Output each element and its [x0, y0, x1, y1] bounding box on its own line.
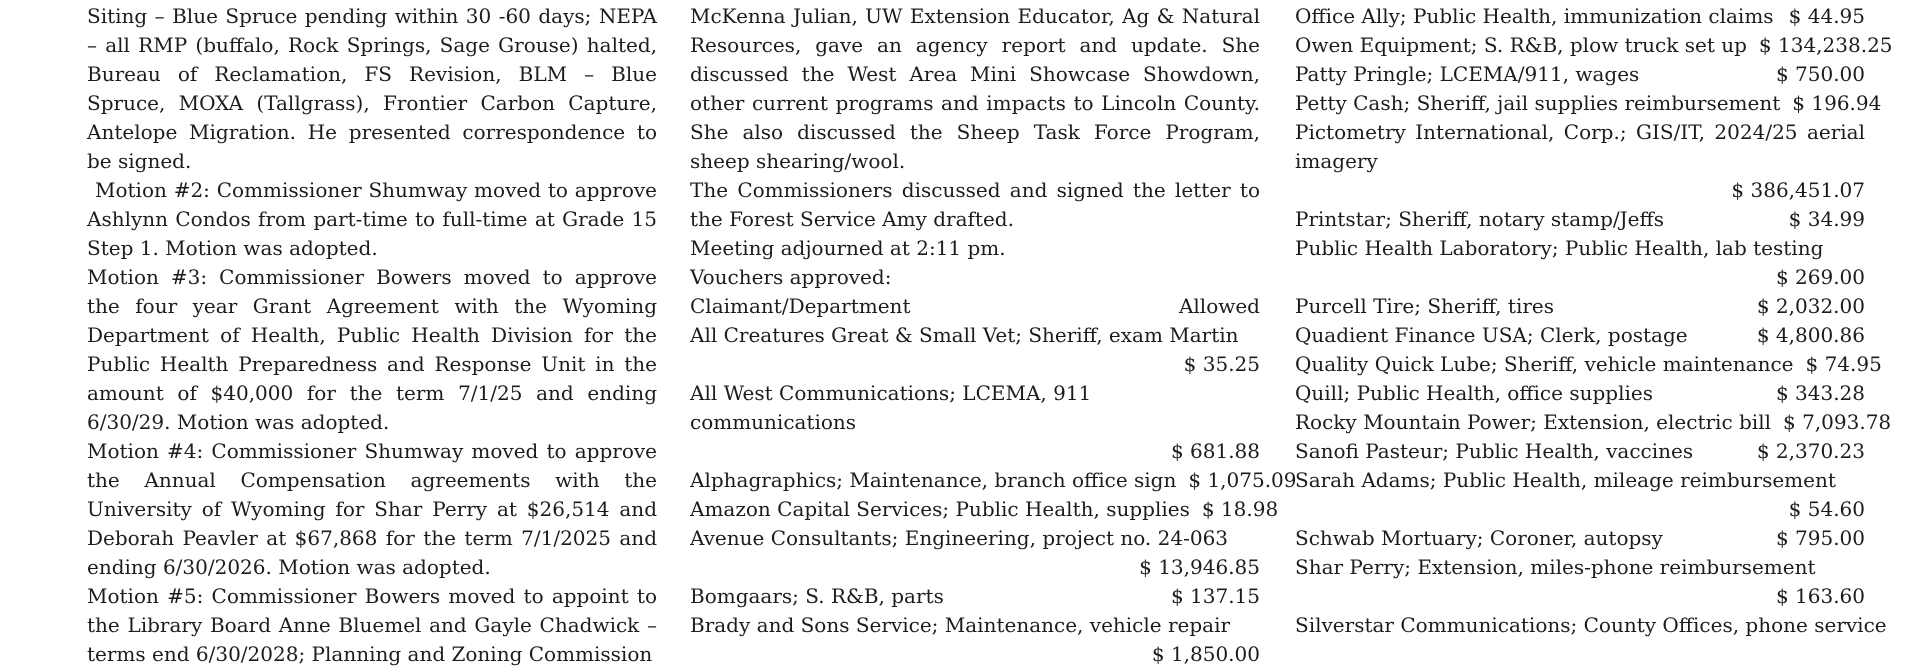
- voucher-name: Pictometry International, Corp.; GIS/IT, 2024/25 aerial imagery: [1295, 120, 1865, 173]
- voucher-name: All Creatures Great & Small Vet; Sheriff, exam Martin: [690, 323, 1239, 347]
- voucher-name: Silverstar Communications; County Offices, phone service: [1295, 613, 1887, 637]
- voucher-entry: [1295, 118, 1865, 205]
- claimant-header: Claimant/Department: [690, 294, 911, 318]
- paragraph-siting: Siting – Blue Spruce pending within 30 -60 days; NEPA – all RMP (buffalo, Rock Springs, Sage Grouse) halted, Bureau of Reclamation, FS Revision, BLM – Blue Spruce, MOXA (Tallgrass), Frontier Carbon Capture, Antelope Migration. He presented correspondence to be signed.: [87, 4, 657, 173]
- voucher-entry: [1295, 234, 1865, 292]
- voucher-entry: [690, 321, 1260, 379]
- voucher-row: [690, 466, 1297, 495]
- voucher-amount: $ 1,075.09: [1188, 468, 1297, 492]
- voucher-name: Public Health Laboratory; Public Health, lab testing: [1295, 236, 1824, 260]
- voucher-name: Purcell Tire; Sheriff, tires: [1295, 294, 1554, 318]
- voucher-row: [1295, 89, 1882, 118]
- voucher-name: Rocky Mountain Power; Extension, electric bill: [1295, 410, 1771, 434]
- voucher-amount: $ 35.25: [1183, 352, 1260, 376]
- voucher-row: [690, 495, 1279, 524]
- voucher-entry: [690, 611, 1260, 669]
- voucher-name: Petty Cash; Sheriff, jail supplies reimbursement: [1295, 91, 1781, 115]
- voucher-row: [1295, 60, 1865, 89]
- voucher-name: Alphagraphics; Maintenance, branch office sign: [690, 468, 1177, 492]
- voucher-name: Quadient Finance USA; Clerk, postage: [1295, 323, 1688, 347]
- voucher-amount: $ 269.00: [1775, 265, 1865, 289]
- voucher-name: Patty Pringle; LCEMA/911, wages: [1295, 62, 1640, 86]
- voucher-name: Bomgaars; S. R&B, parts: [690, 584, 944, 608]
- voucher-name: All West Communications; LCEMA, 911 communications: [690, 381, 1092, 434]
- voucher-amount: $ 137.15: [1170, 584, 1260, 608]
- voucher-row: [1295, 437, 1865, 466]
- voucher-row: [1295, 31, 1893, 60]
- voucher-entry: [1295, 466, 1865, 524]
- paragraph-motion-4: Motion #4: Commissioner Shumway moved to approve the Annual Compensation agreements with the University of Wyoming for Shar Perry at $26,514 and Deborah Peavler at $67,868 for the term 7/1/2025 and ending 6/30/2026. Motion was adopted.: [87, 439, 657, 579]
- voucher-amount: $ 163.60: [1775, 584, 1865, 608]
- voucher-name: Schwab Mortuary; Coroner, autopsy: [1295, 526, 1663, 550]
- voucher-entry: [690, 524, 1260, 582]
- voucher-amount: $ 1,850.00: [1151, 642, 1260, 666]
- voucher-amount: $ 2,370.23: [1756, 439, 1865, 463]
- voucher-amount: $ 2,032.00: [1756, 294, 1865, 318]
- voucher-amount: $ 134,238.25: [1758, 33, 1893, 57]
- voucher-amount: $ 7,093.78: [1783, 410, 1892, 434]
- voucher-amount: $ 44.95: [1788, 4, 1865, 28]
- paragraph-motion-5: Motion #5: Commissioner Bowers moved to appoint to the Library Board Anne Bluemel and Gayle Chadwick – terms end 6/30/2028; Planning and Zoning Commission: [87, 584, 657, 666]
- voucher-name: Shar Perry; Extension, miles-phone reimbursement: [1295, 555, 1816, 579]
- paragraph-forest-letter: The Commissioners discussed and signed the letter to the Forest Service Amy drafted.: [690, 178, 1260, 231]
- voucher-row: [1295, 350, 1882, 379]
- voucher-row: [1295, 611, 1887, 640]
- voucher-row: [1295, 321, 1865, 350]
- voucher-amount: $ 74.95: [1805, 352, 1882, 376]
- column-1-minutes: [87, 2, 657, 669]
- voucher-row: [1295, 408, 1892, 437]
- voucher-row: [690, 582, 1260, 611]
- voucher-amount: $ 795.00: [1775, 526, 1865, 550]
- voucher-table-header: [690, 292, 1260, 321]
- voucher-amount: $ 196.94: [1792, 91, 1882, 115]
- voucher-name: Amazon Capital Services; Public Health, supplies: [690, 497, 1190, 521]
- voucher-name: Quality Quick Lube; Sheriff, vehicle maintenance: [1295, 352, 1794, 376]
- paragraph-adjourned: Meeting adjourned at 2:11 pm.: [690, 236, 1006, 260]
- voucher-row: [1295, 379, 1865, 408]
- voucher-name: Owen Equipment; S. R&B, plow truck set up: [1295, 33, 1747, 57]
- paragraph-motion-2: Motion #2: Commissioner Shumway moved to approve Ashlynn Condos from part-time to full-time at Grade 15 Step 1. Motion was adopted.: [87, 178, 657, 260]
- voucher-amount: $ 750.00: [1775, 62, 1865, 86]
- voucher-amount: $ 681.88: [1170, 439, 1260, 463]
- voucher-name: Office Ally; Public Health, immunization claims: [1295, 4, 1774, 28]
- voucher-amount: $ 4,800.86: [1756, 323, 1865, 347]
- voucher-amount: $ 343.28: [1775, 381, 1865, 405]
- voucher-name: Sanofi Pasteur; Public Health, vaccines: [1295, 439, 1694, 463]
- column-3-vouchers: [1295, 2, 1893, 640]
- voucher-row: [1295, 292, 1865, 321]
- voucher-amount: $ 13,946.85: [1139, 555, 1260, 579]
- voucher-amount: $ 18.98: [1201, 497, 1279, 521]
- allowed-header: Allowed: [1178, 294, 1260, 318]
- voucher-entry: [690, 379, 1260, 466]
- voucher-entry: [1295, 553, 1865, 611]
- voucher-row: [1295, 205, 1865, 234]
- voucher-name: Quill; Public Health, office supplies: [1295, 381, 1653, 405]
- paragraph-extension-report: McKenna Julian, UW Extension Educator, Ag & Natural Resources, gave an agency report and update. She discussed the West Area Mini Showcase Showdown, other current programs and impacts to Lincoln County. She also discussed the Sheep Task Force Program, sheep shearing/wool.: [690, 4, 1260, 173]
- voucher-row: [1295, 2, 1865, 31]
- voucher-amount: $ 34.99: [1788, 207, 1865, 231]
- paragraph-vouchers-approved: Vouchers approved:: [690, 265, 892, 289]
- voucher-amount: $ 54.60: [1788, 497, 1865, 521]
- voucher-name: Sarah Adams; Public Health, mileage reimbursement: [1295, 468, 1836, 492]
- voucher-amount: $ 386,451.07: [1731, 178, 1865, 202]
- voucher-name: Avenue Consultants; Engineering, project no. 24-063: [690, 526, 1229, 550]
- column-2-minutes-vouchers: [690, 2, 1297, 669]
- paragraph-motion-3: Motion #3: Commissioner Bowers moved to approve the four year Grant Agreement with the Wyoming Department of Health, Public Health Division for the Public Health Preparedness and Response Unit in the amount of $40,000 for the term 7/1/25 and ending 6/30/29. Motion was adopted.: [87, 265, 657, 434]
- voucher-row: [1295, 524, 1865, 553]
- voucher-name: Brady and Sons Service; Maintenance, vehicle repair: [690, 613, 1231, 637]
- voucher-name: Printstar; Sheriff, notary stamp/Jeffs: [1295, 207, 1664, 231]
